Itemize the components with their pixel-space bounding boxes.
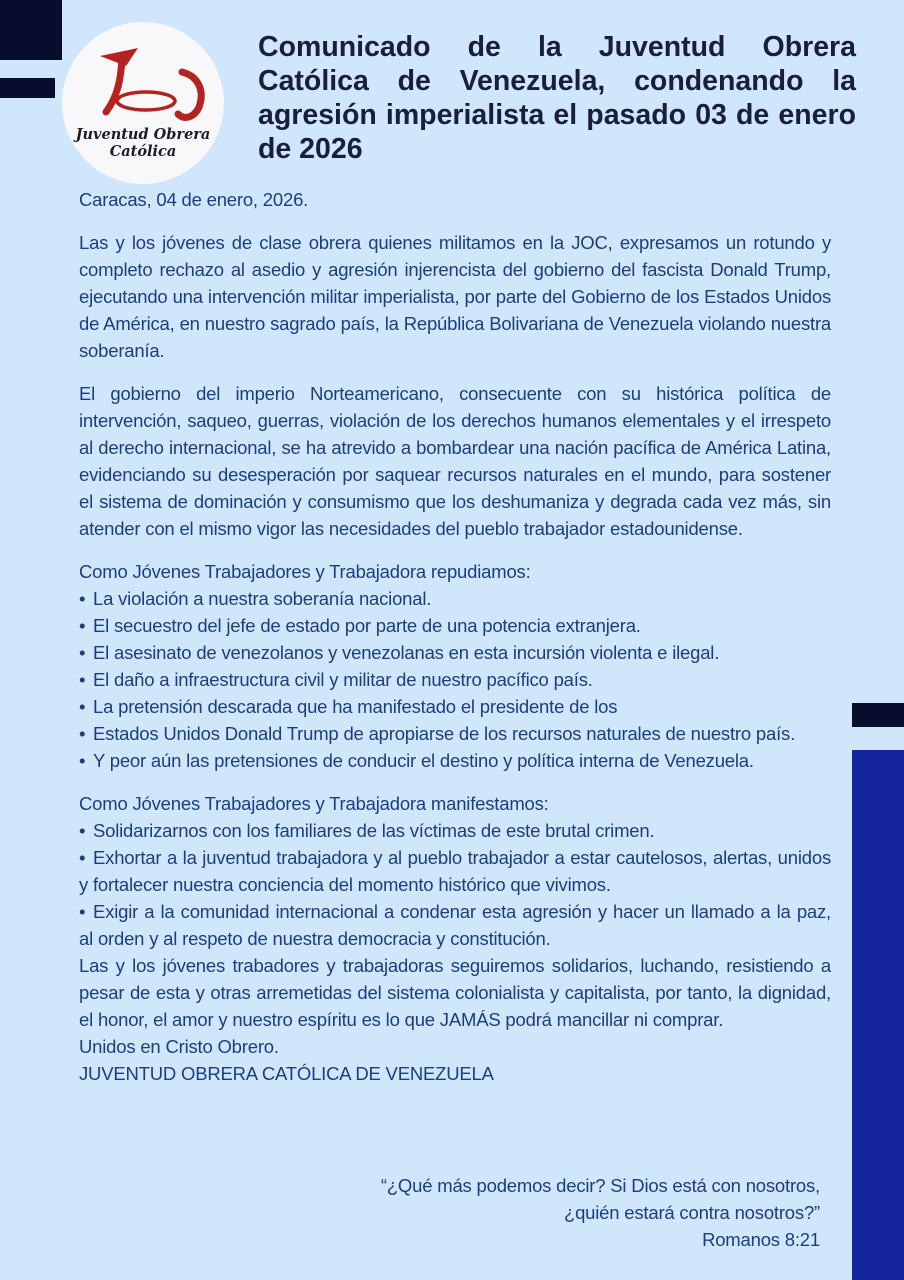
bullet-icon: •	[79, 723, 86, 744]
scripture-quote	[380, 1172, 820, 1253]
bullet-icon: •	[79, 901, 86, 922]
list-item	[79, 844, 831, 898]
closing-line-signature: JUVENTUD OBRERA CATÓLICA DE VENEZUELA	[79, 1063, 494, 1084]
section-heading-repudiamos: Como Jóvenes Trabajadores y Trabajadora repudiamos:	[79, 561, 531, 582]
quote-attribution: Romanos 8:21	[702, 1229, 820, 1250]
section-heading-manifestamos: Como Jóvenes Trabajadores y Trabajadora manifestamos:	[79, 793, 549, 814]
list-item-text: Exhortar a la juventud trabajadora y al pueblo trabajador a estar cautelosos, alertas, unidos y fortalecer nuestra conciencia del momento histórico que vivimos.	[79, 847, 831, 895]
logo-caption: Juventud Obrera Católica	[75, 126, 211, 160]
list-item-text: El daño a infraestructura civil y militar de nuestro pacífico país.	[93, 669, 593, 690]
bullet-icon: •	[79, 615, 86, 636]
list-item	[79, 639, 831, 666]
quote-text: “¿Qué más podemos decir? Si Dios está con nosotros, ¿quién estará contra nosotros?”	[380, 1175, 820, 1223]
document-body	[79, 186, 831, 1087]
list-item-text: Estados Unidos Donald Trump de apropiarse de los recursos naturales de nuestro país.	[93, 723, 796, 744]
list-item	[79, 898, 831, 952]
bullet-icon: •	[79, 642, 86, 663]
list-item	[79, 612, 831, 639]
list-item-text: El secuestro del jefe de estado por parte de una potencia extranjera.	[93, 615, 641, 636]
list-item	[79, 720, 831, 747]
bullet-icon: •	[79, 696, 86, 717]
decorative-square-top-left	[0, 0, 62, 60]
list-item	[79, 817, 831, 844]
list-item	[79, 666, 831, 693]
dateline: Caracas, 04 de enero, 2026.	[79, 189, 309, 210]
paragraph-1: Las y los jóvenes de clase obrera quienes militamos en la JOC, expresamos un rotundo y completo rechazo al asedio y agresión injerencista del gobierno del fascista Donald Trump, ejecutando una intervención militar imperialista, por parte del Gobierno de los Estados Unidos de América, en nuestro sagrado país, la República Bolivariana de Venezuela violando nuestra soberanía.	[79, 232, 831, 361]
paragraph-2: El gobierno del imperio Norteamericano, consecuente con su histórica política de intervención, saqueo, guerras, violación de los derechos humanos elementales y el irrespeto al derecho internacional, se ha atrevido a bombardear una nación pacífica de América Latina, evidenciando su desesperación por saquear recursos naturales en el mundo, para sostener el sistema de dominación y consumismo que los deshumaniza y degrada cada vez más, sin atender con el mismo vigor las necesidades del pueblo trabajador estadounidense.	[79, 383, 831, 539]
bullet-icon: •	[79, 820, 86, 841]
decorative-bar-top-left	[0, 78, 55, 98]
decorative-band-right	[852, 750, 904, 1280]
closing-line-cristo: Unidos en Cristo Obrero.	[79, 1036, 279, 1057]
list-item	[79, 585, 831, 612]
list-item-text: La pretensión descarada que ha manifestado el presidente de los	[93, 696, 618, 717]
decorative-bar-right	[852, 703, 904, 727]
bullet-icon: •	[79, 588, 86, 609]
closing-paragraph: Las y los jóvenes trabadores y trabajadoras seguiremos solidarios, luchando, resistiendo a pesar de esta y otras arremetidas del sistema colonialista y capitalista, por tanto, la dignidad, el honor, el amor y nuestro espíritu es lo que JAMÁS podrá mancillar ni comprar.	[79, 955, 831, 1030]
bullet-icon: •	[79, 750, 86, 771]
bullet-icon: •	[79, 847, 86, 868]
joc-logo	[62, 22, 224, 184]
list-item	[79, 693, 831, 720]
joc-mark-icon	[76, 44, 210, 130]
list-item-text: El asesinato de venezolanos y venezolanas en esta incursión violenta e ilegal.	[93, 642, 720, 663]
list-item	[79, 747, 831, 774]
list-item-text: Exigir a la comunidad internacional a condenar esta agresión y hacer un llamado a la paz, al orden y al respeto de nuestra democracia y constitución.	[79, 901, 831, 949]
list-item-text: Solidarizarnos con los familiares de las víctimas de este brutal crimen.	[93, 820, 655, 841]
list-item-text: Y peor aún las pretensiones de conducir el destino y política interna de Venezuela.	[93, 750, 754, 771]
bullet-icon: •	[79, 669, 86, 690]
list-item-text: La violación a nuestra soberanía nacional.	[93, 588, 432, 609]
document-title: Comunicado de la Juventud Obrera Católica de Venezuela, condenando la agresión imperialista el pasado 03 de enero de 2026	[258, 31, 856, 165]
